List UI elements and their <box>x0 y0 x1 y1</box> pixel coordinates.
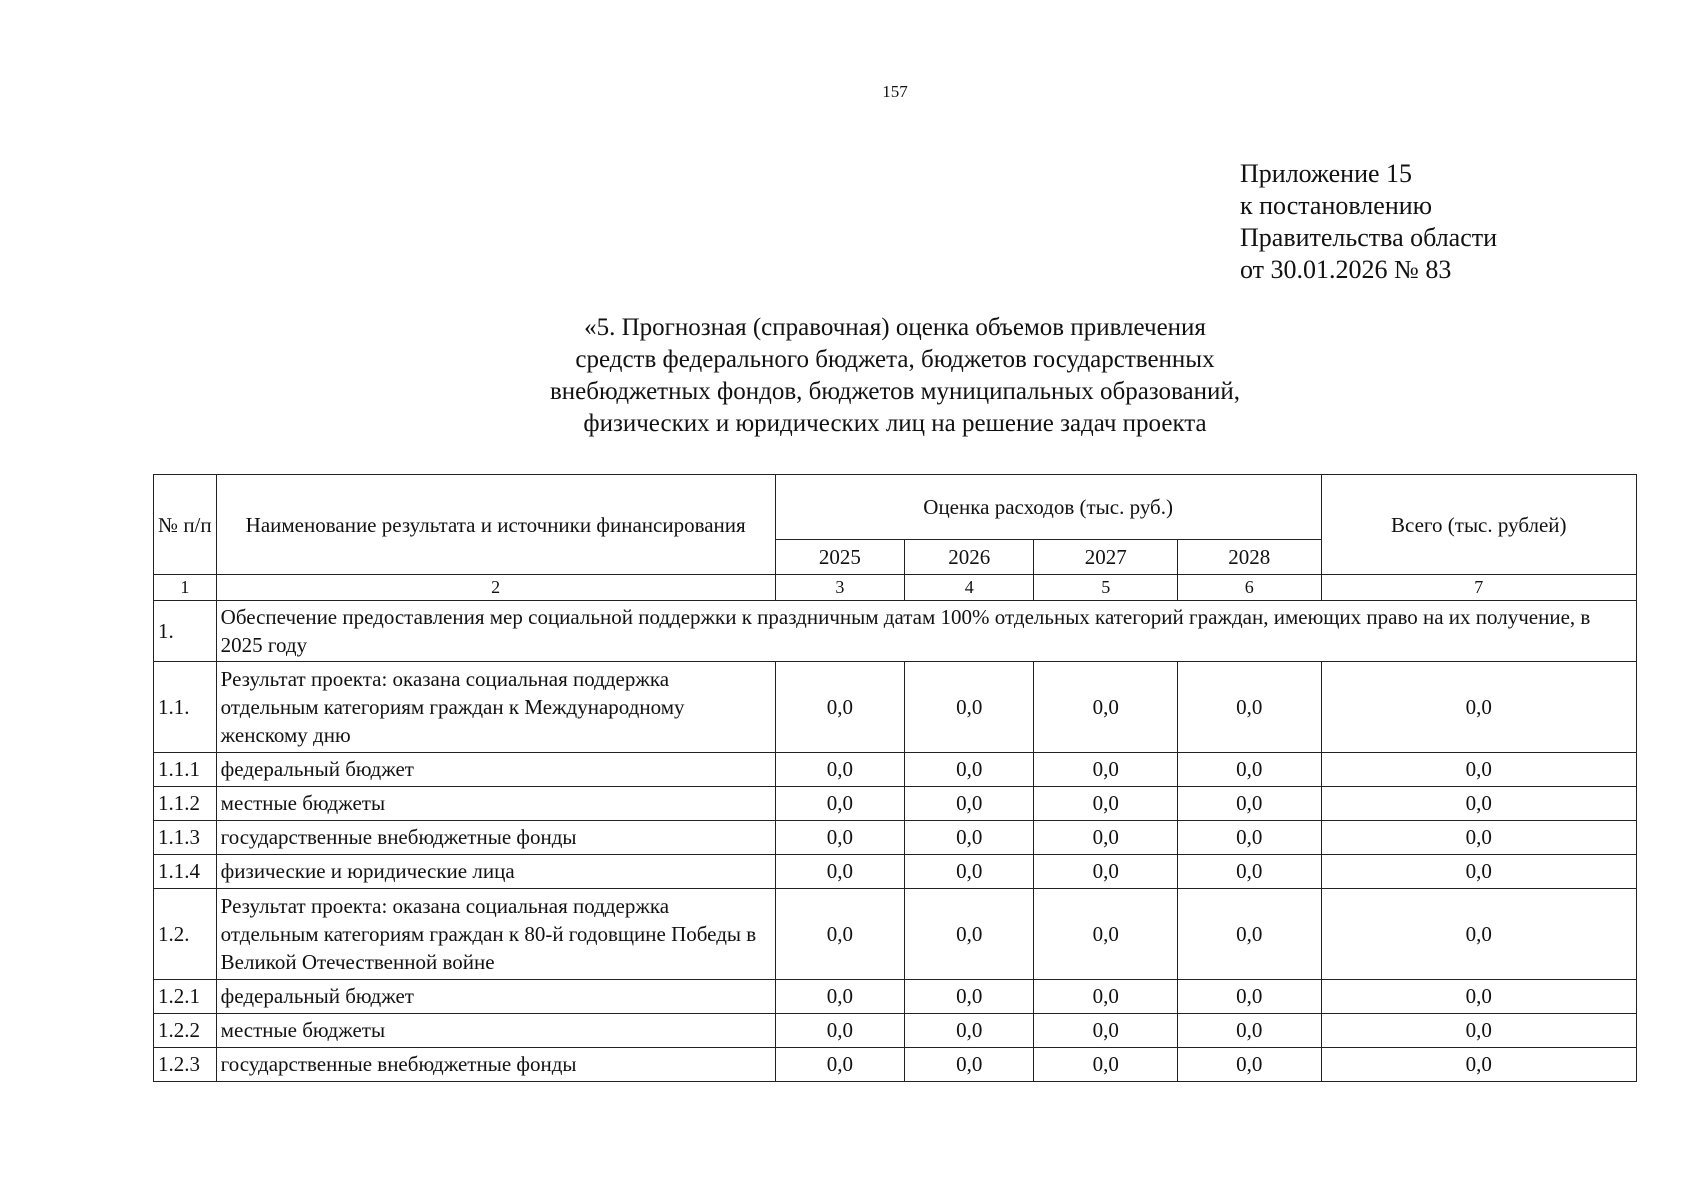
appendix-line: к постановлению <box>1240 191 1433 220</box>
row-value: 0,0 <box>1034 1048 1178 1082</box>
section-num: 1. <box>154 601 217 662</box>
row-value: 0,0 <box>905 889 1034 980</box>
header-total: Всего (тыс. рублей) <box>1321 475 1636 575</box>
row-value: 0,0 <box>1034 753 1178 787</box>
table-row <box>154 1014 1637 1048</box>
row-value: 0,0 <box>775 662 904 753</box>
row-value: 0,0 <box>775 753 904 787</box>
row-value: 0,0 <box>1178 1014 1322 1048</box>
row-value: 0,0 <box>1178 787 1322 821</box>
index-cell: 6 <box>1178 575 1322 601</box>
row-value: 0,0 <box>1178 821 1322 855</box>
row-value: 0,0 <box>1034 889 1178 980</box>
row-value: 0,0 <box>1178 889 1322 980</box>
row-value: 0,0 <box>775 787 904 821</box>
budget-table <box>153 474 1637 1082</box>
document-title <box>400 312 1390 440</box>
header-year: 2028 <box>1178 540 1322 575</box>
table-row <box>154 821 1637 855</box>
row-value: 0,0 <box>1034 980 1178 1014</box>
row-value: 0,0 <box>1321 821 1636 855</box>
title-line: средств федерального бюджета, бюджетов государственных <box>575 346 1215 373</box>
header-year: 2026 <box>905 540 1034 575</box>
row-num: 1.2.3 <box>154 1048 217 1082</box>
row-value: 0,0 <box>775 855 904 889</box>
row-value: 0,0 <box>1178 753 1322 787</box>
page-number: 157 <box>882 82 908 101</box>
row-value: 0,0 <box>775 980 904 1014</box>
row-value: 0,0 <box>775 1048 904 1082</box>
row-name: федеральный бюджет <box>216 980 775 1014</box>
table-row <box>154 889 1637 980</box>
index-cell: 3 <box>775 575 904 601</box>
row-name: государственные внебюджетные фонды <box>216 1048 775 1082</box>
row-value: 0,0 <box>775 1014 904 1048</box>
table-row <box>154 662 1637 753</box>
row-name: физические и юридические лица <box>216 855 775 889</box>
row-value: 0,0 <box>775 889 904 980</box>
row-num: 1.1. <box>154 662 217 753</box>
row-num: 1.2.1 <box>154 980 217 1014</box>
index-cell: 4 <box>905 575 1034 601</box>
table-row <box>154 753 1637 787</box>
row-value: 0,0 <box>905 855 1034 889</box>
row-value: 0,0 <box>1034 662 1178 753</box>
row-value: 0,0 <box>1321 787 1636 821</box>
row-value: 0,0 <box>775 821 904 855</box>
row-name: местные бюджеты <box>216 787 775 821</box>
row-num: 1.1.3 <box>154 821 217 855</box>
row-value: 0,0 <box>1034 1014 1178 1048</box>
header-year: 2027 <box>1034 540 1178 575</box>
title-line: физических и юридических лиц на решение задач проекта <box>583 410 1207 437</box>
row-num: 1.2.2 <box>154 1014 217 1048</box>
row-num: 1.1.4 <box>154 855 217 889</box>
row-value: 0,0 <box>1321 889 1636 980</box>
header-num: № п/п <box>154 475 217 575</box>
row-value: 0,0 <box>1321 980 1636 1014</box>
header-year: 2025 <box>775 540 904 575</box>
row-value: 0,0 <box>1321 855 1636 889</box>
appendix-line: Правительства области <box>1240 223 1498 252</box>
row-value: 0,0 <box>905 821 1034 855</box>
index-cell: 5 <box>1034 575 1178 601</box>
row-value: 0,0 <box>905 1014 1034 1048</box>
row-value: 0,0 <box>905 662 1034 753</box>
table-row <box>154 1048 1637 1082</box>
row-name: Результат проекта: оказана социальная поддержка отдельным категориям граждан к 80-й годовщине Победы в Великой Отечественной войне <box>216 889 775 980</box>
index-cell: 1 <box>154 575 217 601</box>
row-value: 0,0 <box>1178 1048 1322 1082</box>
header-name: Наименование результата и источники финансирования <box>216 475 775 575</box>
row-value: 0,0 <box>905 1048 1034 1082</box>
row-name: местные бюджеты <box>216 1014 775 1048</box>
index-cell: 7 <box>1321 575 1636 601</box>
appendix-line: от 30.01.2026 № 83 <box>1240 255 1452 284</box>
row-value: 0,0 <box>1178 855 1322 889</box>
table-row <box>154 787 1637 821</box>
title-line: внебюджетных фондов, бюджетов муниципальных образований, <box>550 378 1240 405</box>
row-value: 0,0 <box>1034 821 1178 855</box>
appendix-line: Приложение 15 <box>1240 159 1413 188</box>
row-value: 0,0 <box>1034 787 1178 821</box>
section-text: Обеспечение предоставления мер социальной поддержки к праздничным датам 100% отдельных категорий граждан, имеющих право на их получение, в 2025 году <box>216 601 1636 662</box>
row-value: 0,0 <box>905 753 1034 787</box>
row-num: 1.2. <box>154 889 217 980</box>
header-expenses: Оценка расходов (тыс. руб.) <box>775 475 1321 540</box>
index-cell: 2 <box>216 575 775 601</box>
row-value: 0,0 <box>1178 662 1322 753</box>
table-row <box>154 855 1637 889</box>
row-value: 0,0 <box>1321 1048 1636 1082</box>
row-name: Результат проекта: оказана социальная поддержка отдельным категориям граждан к Международному женскому дню <box>216 662 775 753</box>
title-line: «5. Прогнозная (справочная) оценка объемов привлечения <box>584 314 1206 341</box>
table-row <box>154 980 1637 1014</box>
row-value: 0,0 <box>1321 1014 1636 1048</box>
row-value: 0,0 <box>1321 662 1636 753</box>
row-name: федеральный бюджет <box>216 753 775 787</box>
row-value: 0,0 <box>1321 753 1636 787</box>
row-name: государственные внебюджетные фонды <box>216 821 775 855</box>
appendix-block <box>1240 158 1497 286</box>
row-value: 0,0 <box>905 980 1034 1014</box>
row-num: 1.1.1 <box>154 753 217 787</box>
row-value: 0,0 <box>1178 980 1322 1014</box>
row-num: 1.1.2 <box>154 787 217 821</box>
row-value: 0,0 <box>1034 855 1178 889</box>
row-value: 0,0 <box>905 787 1034 821</box>
